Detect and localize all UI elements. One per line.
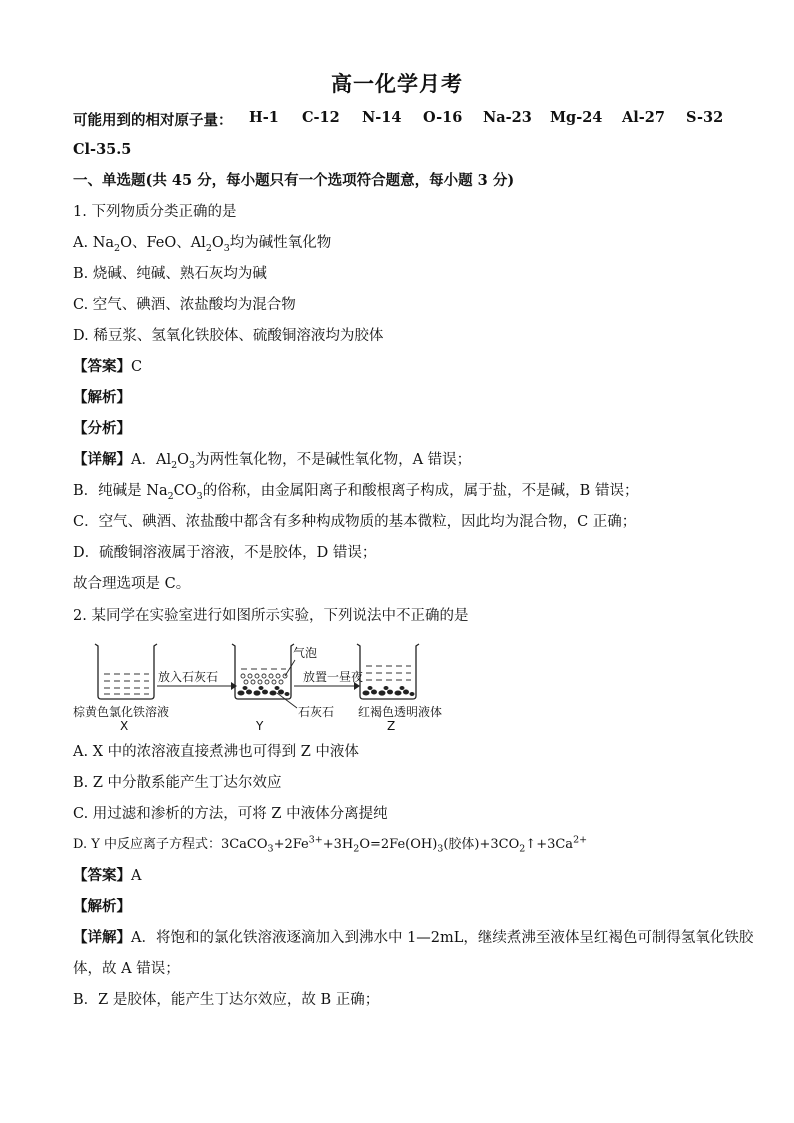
q1-option-a: A. $Na_2O$、FeO、$Al_2O_3$均为碱性氧化物 (73, 235, 332, 254)
q1-option-d: D. 稀豆浆、氢氧化铁胶体、硫酸铜溶液均为胶体 (73, 328, 384, 344)
q2-jiexi: 【解析】 (73, 898, 131, 915)
q2-detail-a2: 体，故 A 错误； (73, 961, 180, 977)
q1-detail-b: B．纯碱是 $Na_2CO_3$的俗称，由金属阳离子和酸根离子构成，属于盐，不是碱，B 错误； (73, 483, 639, 502)
q2-option-c: C. 用过滤和渗析的方法，可将 Z 中液体分离提纯 (73, 806, 388, 822)
atomic-mass-wrap: Cl-35.5 (73, 141, 132, 158)
q1-detail-d: D．硫酸铜溶液属于溶液，不是胶体，D 错误； (73, 545, 377, 561)
label-z: Z (387, 719, 396, 733)
section-heading: 一、单选题(共 45 分，每小题只有一个选项符合题意，每小题 3 分) (73, 172, 515, 189)
q1-detail-a: 【详解】A．$Al_2O_3$为两性氧化物，不是碱性氧化物，A 错误； (73, 451, 472, 471)
q1-detail-c: C．空气、碘酒、浓盐酸中都含有多种构成物质的基本微粒，因此均为混合物，C 正确； (73, 514, 637, 530)
experiment-diagram (73, 636, 473, 736)
atomic-masses-label: 可能用到的相对原子量： (73, 112, 233, 129)
mass-item: C-12 (302, 109, 340, 126)
q1-conclusion: 故合理选项是 C。 (73, 576, 191, 592)
q1-answer: 【答案】C (73, 358, 143, 375)
caption-x: 棕黄色氯化铁溶液 (73, 705, 170, 719)
page-title: 高一化学月考 (331, 71, 463, 96)
q1-option-c: C. 空气、碘酒、浓盐酸均为混合物 (73, 297, 296, 313)
q2-option-b: B. Z 中分散系能产生丁达尔效应 (73, 775, 282, 791)
mass-item: O-16 (423, 109, 463, 126)
mass-item: N-14 (362, 109, 402, 126)
label-x: X (120, 719, 129, 733)
beaker-y (232, 644, 297, 708)
mass-item: Al-27 (622, 109, 665, 126)
label-y: Y (256, 719, 264, 733)
q2-answer: 【答案】A (73, 867, 142, 884)
q2-detail-b: B．Z 是胶体，能产生丁达尔效应，故 B 正确； (73, 992, 380, 1008)
stone-label: 石灰石 (298, 705, 335, 719)
arrow-1-label: 放入石灰石 (158, 670, 219, 684)
caption-z: 红褐色透明液体 (358, 705, 443, 719)
q1-jiexi: 【解析】 (73, 389, 131, 406)
q2-option-a: A. X 中的浓溶液直接煮沸也可得到 Z 中液体 (73, 744, 359, 760)
mass-item: S-32 (686, 109, 724, 126)
mass-item: Na-23 (483, 109, 532, 126)
q2-detail-a1: 【详解】A．将饱和的氯化铁溶液逐滴加入到沸水中 1—2mL，继续煮沸至液体呈红褐色可制得氢氧化铁胶 (73, 929, 754, 946)
bubble-label: 气泡 (293, 646, 318, 660)
beaker-x (95, 644, 157, 699)
arrow-2-label: 放置一昼夜 (303, 670, 364, 684)
mass-item: Mg-24 (550, 109, 603, 126)
mass-item: H-1 (249, 109, 279, 126)
beaker-z (357, 644, 419, 699)
q1-stem: 1. 下列物质分类正确的是 (73, 204, 237, 220)
q2-stem: 2. 某同学在实验室进行如图所示实验，下列说法中不正确的是 (73, 608, 469, 624)
q2-option-d: D. Y 中反应离子方程式：$3CaCO_3+2Fe^{3+}+3H_2O=2Fe(OH)_3$(胶体)$+3CO_2↑+3Ca^{2+}$ (73, 834, 588, 855)
q1-option-b: B. 烧碱、纯碱、熟石灰均为碱 (73, 266, 267, 282)
q1-fenxi: 【分析】 (73, 420, 131, 437)
